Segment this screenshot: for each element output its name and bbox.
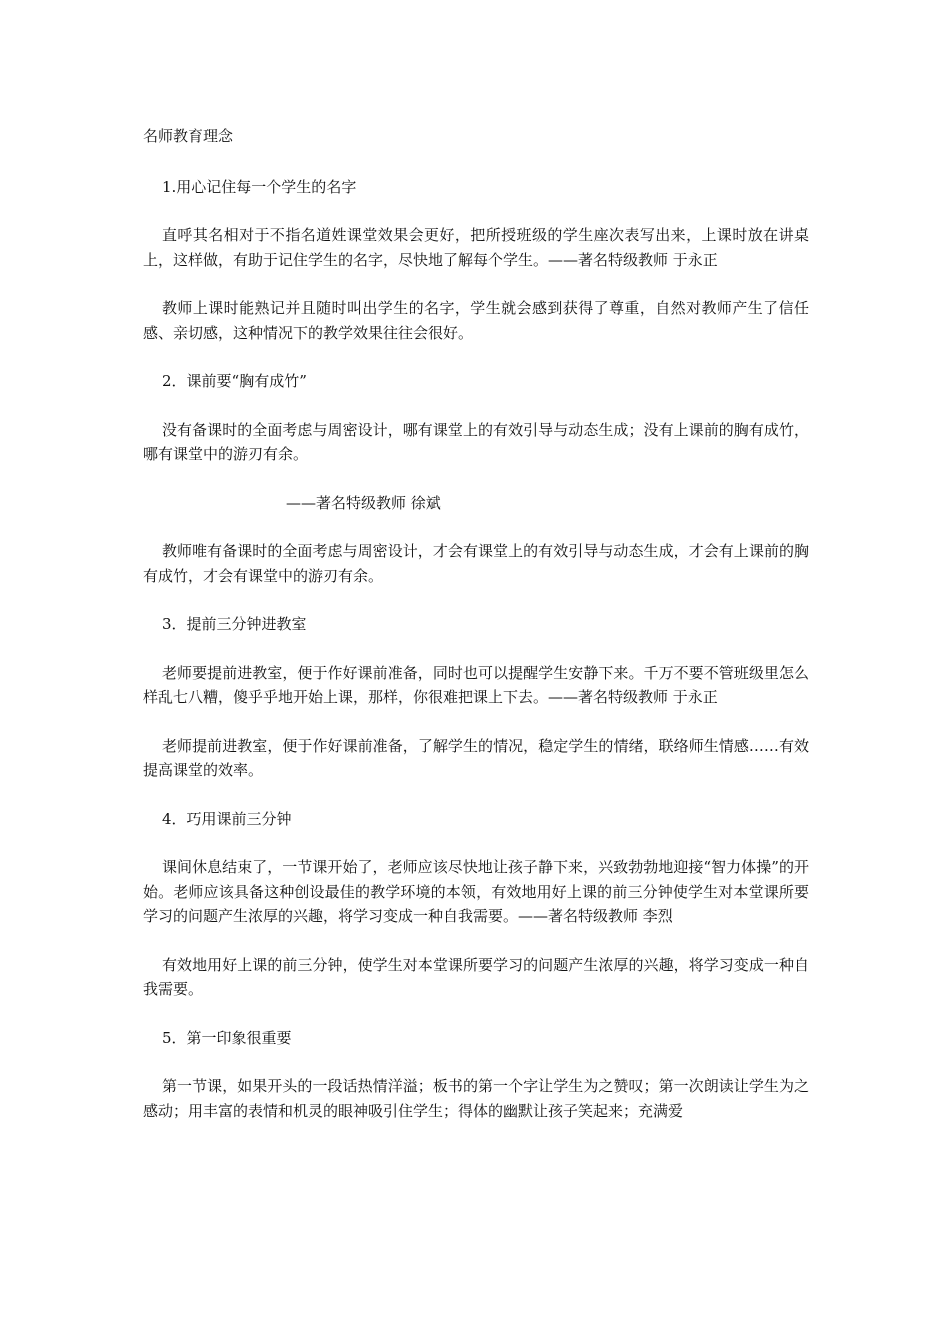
paragraph: 教师唯有备课时的全面考虑与周密设计，才会有课堂上的有效引导与动态生成，才会有上课前的胸有成竹，才会有课堂中的游刃有余。	[143, 542, 809, 585]
section-heading-2: 2．课前要“胸有成竹”	[162, 372, 307, 390]
section-heading-1: 1.用心记住每一个学生的名字	[162, 177, 357, 196]
paragraph: 第一节课，如果开头的一段话热情洋溢；板书的第一个字让学生为之赞叹；第一次朗读让学生为之感动；用丰富的表情和机灵的眼神吸引住学生；得体的幽默让孩子笑起来；充满爱	[143, 1077, 809, 1120]
section-heading-4: 4．巧用课前三分钟	[162, 809, 292, 828]
paragraph: 课间休息结束了，一节课开始了，老师应该尽快地让孩子静下来，兴致勃勃地迎接“智力体操”的开始。老师应该具备这种创设最佳的教学环境的本领，有效地用好上课的前三分钟使学生对本堂课所要学习的问题产生浓厚的兴趣，将学习变成一种自我需要。——著名特级教师 李烈	[143, 858, 809, 925]
paragraph: 老师要提前进教室，便于作好课前准备，同时也可以提醒学生安静下来。千万不要不管班级里怎么样乱七八糟，傻乎乎地开始上课，那样，你很难把课上下去。——著名特级教师 于永正	[143, 663, 809, 706]
paragraph: 有效地用好上课的前三分钟，使学生对本堂课所要学习的问题产生浓厚的兴趣，将学习变成一种自我需要。	[143, 955, 809, 998]
document-page	[143, 124, 809, 1147]
paragraph: 老师提前进教室，便于作好课前准备，了解学生的情况，稳定学生的情绪，联络师生情感……有效提高课堂的效率。	[143, 736, 809, 779]
paragraph: 教师上课时能熟记并且随时叫出学生的名字，学生就会感到获得了尊重，自然对教师产生了信任感、亲切感，这种情况下的教学效果往往会很好。	[143, 299, 809, 342]
document-title: 名师教育理念	[143, 127, 234, 145]
signature-line: ——著名特级教师 徐斌	[286, 493, 441, 512]
paragraph: 没有备课时的全面考虑与周密设计，哪有课堂上的有效引导与动态生成；没有上课前的胸有成竹，哪有课堂中的游刃有余。	[143, 420, 809, 463]
paragraph: 直呼其名相对于不指名道姓课堂效果会更好，把所授班级的学生座次表写出来，上课时放在讲桌上，这样做，有助于记住学生的名字，尽快地了解每个学生。——著名特级教师 于永正	[143, 226, 809, 269]
section-heading-5: 5．第一印象很重要	[162, 1028, 292, 1047]
section-heading-3: 3．提前三分钟进教室	[162, 615, 307, 633]
